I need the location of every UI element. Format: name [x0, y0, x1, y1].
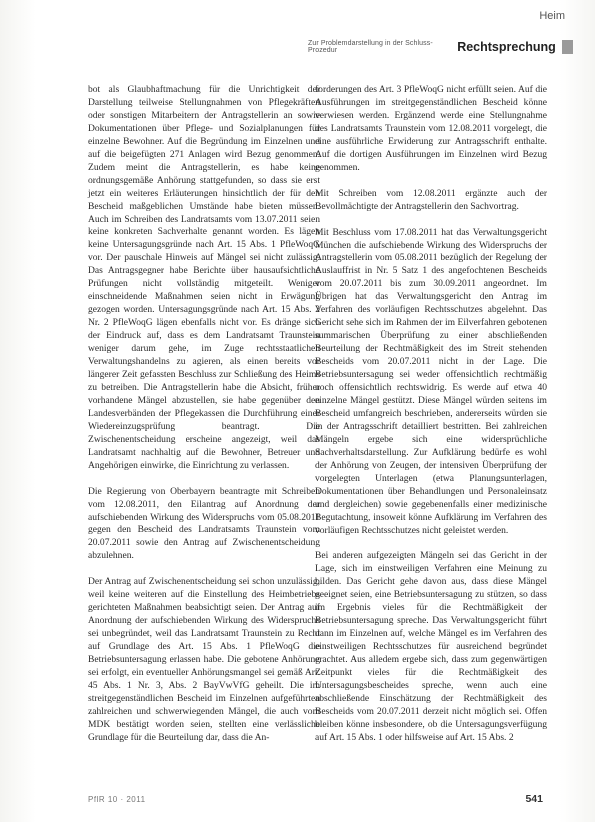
left-column [88, 84, 320, 758]
header-brand: Heim [539, 10, 565, 22]
paragraph: Der Antrag auf Zwischenentscheidung sei schon unzulässig, weil keine weiteren auf die Einstellung des Heimbetriebs gerichteten Maßnahmen beabsichtigt seien. Der Antrag auf Anordnung der aufschiebenden Wirkung des Widerspruchs sei unbegründet, weil das Landratsamt Traunstein zu Recht auf Grundlage des Art. 15 Abs. 1 PfleWoqG die Betriebsuntersagung erlassen habe. Die gebotene Anhörung sei erfolgt, ein eventueller Anhörungsmangel sei gemäß Art. 45 Abs. 1 Nr. 3, Abs. 2 BayVwVfG geheilt. Die im streitgegenständlichen Bescheid im Einzelnen aufgeführten zahlreichen und schwerwiegenden Mängel, die auch vom MDK bestätigt worden seien, stellten eine verlässliche Grundlage für die Beurteilung dar, dass die An- [88, 576, 320, 743]
running-title: Zur Problemdarstellung in der Schluss- Prozedur [308, 40, 433, 54]
page-number: 541 [525, 793, 543, 805]
paragraph: bot als Glaubhaftmachung für die Unrichtigkeit der Darstellung teilweise Stellungnahmen von Pflegekräften oder sonstigen Mitarbeitern der Antragstellerin an sowie Dokumentationen über Pflege- und Sozialplanungen für einzelne Bewohner. Auf die Begründung im Einzelnen und auf die beigefügten 271 Anlagen wird Bezug genommen. Zudem meint die Antragstellerin, es habe keine ordnungsgemäße Anhörung stattgefunden, so dass sie erst jetzt ein weiteres Erläuterungen hinsichtlich der für den Bescheid maßgeblichen Umstände habe bieten müssen. Auch im Schreiben des Landratsamts vom 13.07.2011 seien keine konkreten Sachverhalte genannt worden. Es lägen keine Untersagungsgründe nach Art. 15 Abs. 1 PfleWoqG vor. Der pauschale Hinweis auf Mängel sei nicht zulässig. Das Antragsgegner habe Berichte über hausaufsichtliche Prüfungen nicht vollständig mitgeteilt. Weniger einschneidende Maßnahmen seien nicht in Erwägung gezogen worden. Untersagungsgründe nach Art. 15 Abs. 2 Nr. 2 PfleWoqG lägen ebenfalls nicht vor. Es dränge sich der Eindruck auf, dass es dem Landratsamt Traunstein weniger darum gehe, im Zuge rechtsstaatlichen Verwaltungshandelns zu agieren, als einen bereits vor längerer Zeit gefassten Beschluss zur Schließung des Heims zu betreiben. Die Antragstellerin habe die Absicht, früher vorhandene Mängel abzustellen, sie habe gegenüber den Landesverbänden der Pflegekassen die Durchführung einer Wiedereinzugsprüfung beantragt. Die Zwischenentscheidung erscheine angezeigt, weil das Landratsamt nachhaltig auf die Bewohner, Betreuer und Angehörigen einwirke, die Einrichtung zu verlassen. [88, 84, 320, 471]
paragraph: Mit Schreiben vom 12.08.2011 ergänzte auch der Bevollmächtigte der Antragstellerin den Sachvortrag. [315, 187, 547, 212]
section-marker [562, 40, 573, 54]
running-header [308, 38, 573, 56]
paragraph: forderungen des Art. 3 PfleWoqG nicht erfüllt seien. Auf die Ausführungen im streitgegenständlichen Bescheid könne verwiesen werden. Ergänzend werde eine Stellungnahme des Landratsamts Traunstein vom 12.08.2011 vorgelegt, die eine ausführliche Erwiderung zur Antragsschrift enthalte. Auf die dortigen Ausführungen im Einzelnen wird Bezug genommen. [315, 84, 547, 173]
right-column [315, 84, 547, 758]
journal-issue: PflR 10 · 2011 [88, 795, 146, 804]
paragraph: Die Regierung von Oberbayern beantragte mit Schreiben vom 12.08.2011, den Eilantrag auf Anordnung der aufschiebenden Wirkung des Widerspruchs vom 05.08.2011 gegen den Bescheid des Landratsamts Traunstein vom 20.07.2011 sowie den Antrag auf Zwischenentscheidung abzulehnen. [88, 485, 320, 562]
section-title: Rechtsprechung [457, 40, 556, 54]
paragraph: Bei anderen aufgezeigten Mängeln sei das Gericht in der Lage, sich im einstweiligen Verfahren eine Meinung zu bilden. Das Gericht gehe davon aus, dass diese Mängel geeignet seien, eine Betriebsuntersagung zu stützen, so dass im Ergebnis vieles für die Rechtmäßigkeit der Betriebsuntersagung spreche. Das Verwaltungsgericht führt dann im Einzelnen auf, welche Mängel es im Verfahren des einstweiligen Rechtsschutzes für ausreichend begründet erachtet. Aus alledem ergebe sich, dass zum gegenwärtigen Zeitpunkt vieles für die Rechtmäßigkeit des Untersagungsbescheides spreche, wenn auch eine abschließende Einschätzung der Rechtmäßigkeit des Bescheids vom 20.07.2011 derzeit nicht möglich sei. Offen bleiben könne insbesondere, ob die Untersagungsverfügung auf Art. 15 Abs. 1 oder hilfsweise auf Art. 15 Abs. 2 [315, 550, 547, 743]
paragraph: Mit Beschluss vom 17.08.2011 hat das Verwaltungsgericht München die aufschiebende Wirkung des Widerspruchs der Antragstellerin vom 05.08.2011 bezüglich der Regelung der Auslauffrist in Nr. 5 Satz 1 des angefochtenen Bescheids vom 20.07.2011 bis zum 30.09.2011 angeordnet. Im Übrigen hat das Verwaltungsgericht den Antrag im Verfahren des vorläufigen Rechtsschutzes abgelehnt. Das Gericht sehe sich im Rahmen der im Eilverfahren gebotenen summarischen Überprüfung zu einer abschließenden Beurteilung der Rechtmäßigkeit des im Streit stehenden Bescheids vom 20.07.2011 nicht in der Lage. Die Betriebsuntersagung sei weder offensichtlich rechtmäßig noch offensichtlich rechtswidrig. Es werde auf etwa 40 einzelne Mängel gestützt. Diese Mängel würden seitens im Bescheid umfangreich beschrieben, andererseits würden sie in der Antragsschrift detailliert bestritten. Bei zahlreichen Mängeln ergebe sich eine widersprüchliche Sachverhaltsdarstellung. Zur Aufklärung bedürfe es wohl der Anhörung von Zeugen, der intensiven Überprüfung der vorgelegten Unterlagen (etwa Planungsunterlagen, Dokumentationen über Behandlungen und Personaleinsatz und dergleichen) sowie gegebenenfalls einer medizinische Begutachtung, insoweit könne Aufklärung im Verfahren des vorläufigen Rechtsschutzes nicht geleistet werden. [315, 226, 547, 536]
